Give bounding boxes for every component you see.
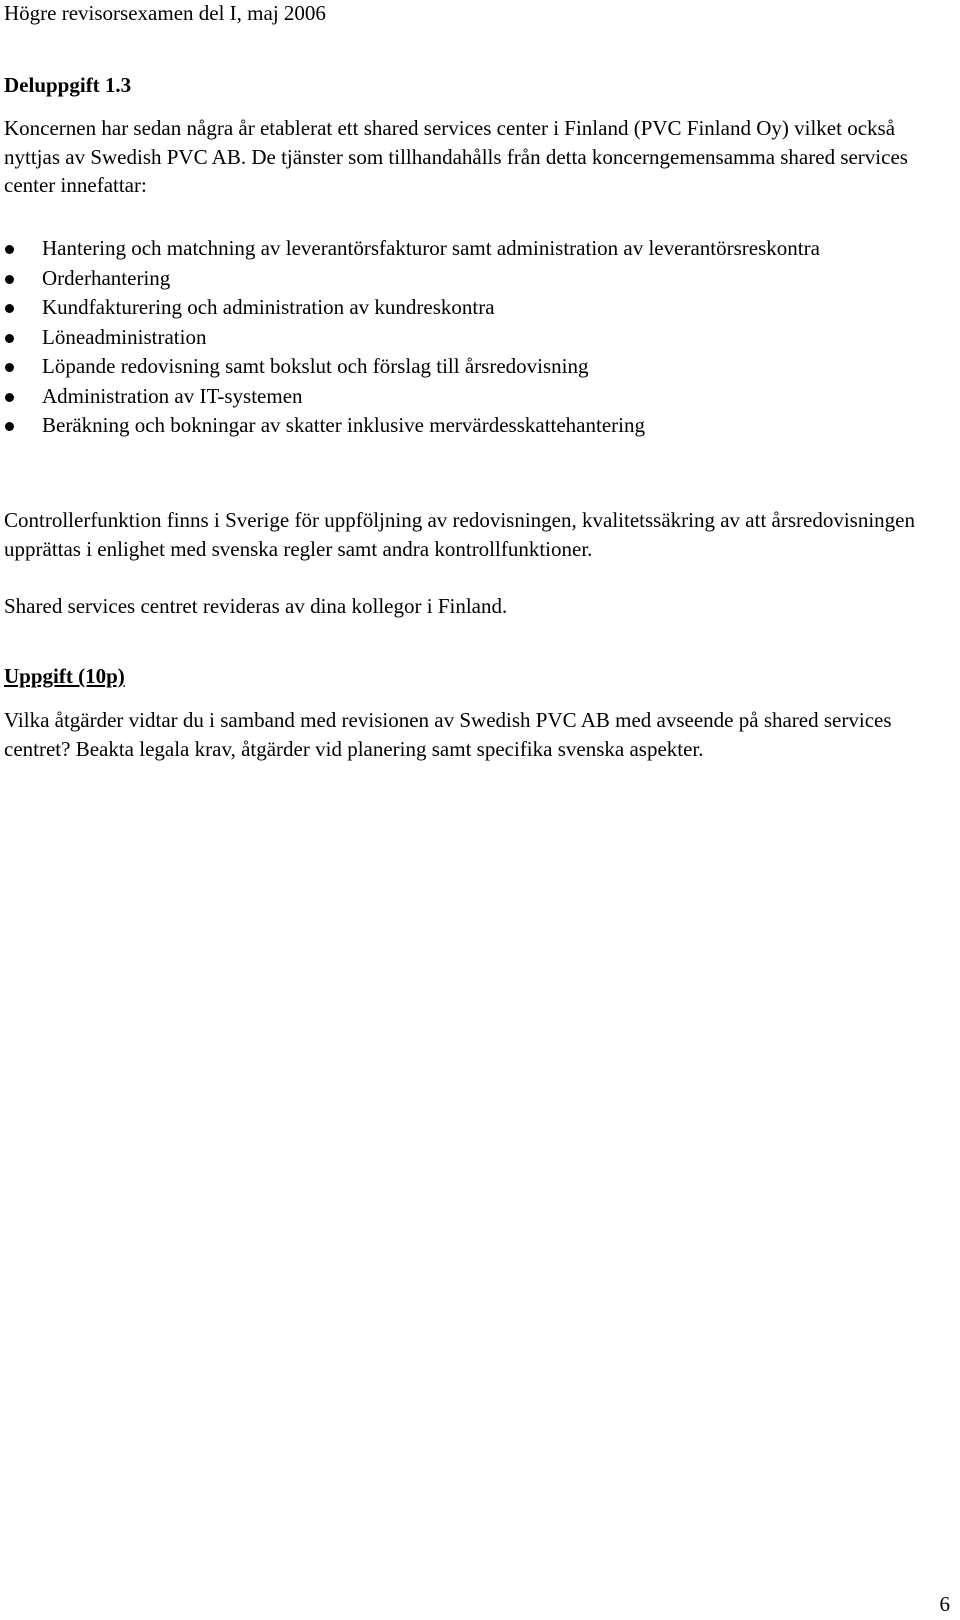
intro-paragraph: Koncernen har sedan några år etablerat ett shared services center i Finland (PVC Finland Oy) vilket också nyttjas av Swedish PVC AB. De tjänster som tillhandahålls från detta koncerngemensamma shared services center innefattar: xyxy=(4,116,908,197)
list-item-text: Orderhantering xyxy=(42,265,171,290)
task-title: Uppgift (10p) xyxy=(4,664,125,688)
list-item-text: Kundfakturering och administration av kundreskontra xyxy=(42,295,495,319)
bullet-icon xyxy=(5,422,14,431)
controller-paragraph: Controllerfunktion finns i Sverige för uppföljning av redovisningen, kvalitetssäkring av att årsredovisningen upprättas i enlighet med svenska regler samt andra kontrollfunktioner. xyxy=(4,508,915,561)
services-list xyxy=(0,234,960,441)
list-item xyxy=(0,411,922,441)
list-item xyxy=(0,234,922,264)
bullet-icon xyxy=(5,393,14,402)
shared-services-paragraph: Shared services centret revideras av dina kollegor i Finland. xyxy=(4,594,508,618)
list-item xyxy=(0,293,922,323)
section-title: Deluppgift 1.3 xyxy=(4,73,132,97)
list-item-text: Löneadministration xyxy=(42,324,207,349)
list-item xyxy=(0,352,922,382)
bullet-icon xyxy=(5,304,14,313)
page-number: 6 xyxy=(939,1592,950,1616)
bullet-icon xyxy=(5,275,14,284)
list-item-text: Hantering och matchning av leverantörsfakturor samt administration av leverantörsreskontra xyxy=(42,236,820,260)
list-item xyxy=(0,264,922,294)
bullet-icon xyxy=(5,363,14,372)
list-item-text: Administration av IT-systemen xyxy=(42,383,303,408)
list-item xyxy=(0,323,922,353)
page-header: Högre revisorsexamen del I, maj 2006 xyxy=(4,1,326,25)
bullet-icon xyxy=(5,334,14,343)
list-item-text: Beräkning och bokningar av skatter inklusive mervärdesskattehantering xyxy=(42,413,645,437)
task-question: Vilka åtgärder vidtar du i samband med revisionen av Swedish PVC AB med avseende på shared services centret? Beakta legala krav, åtgärder vid planering samt specifika svenska aspekter. xyxy=(4,708,892,761)
bullet-icon xyxy=(5,245,14,254)
list-item xyxy=(0,382,922,412)
list-item-text: Löpande redovisning samt bokslut och förslag till årsredovisning xyxy=(42,354,589,378)
